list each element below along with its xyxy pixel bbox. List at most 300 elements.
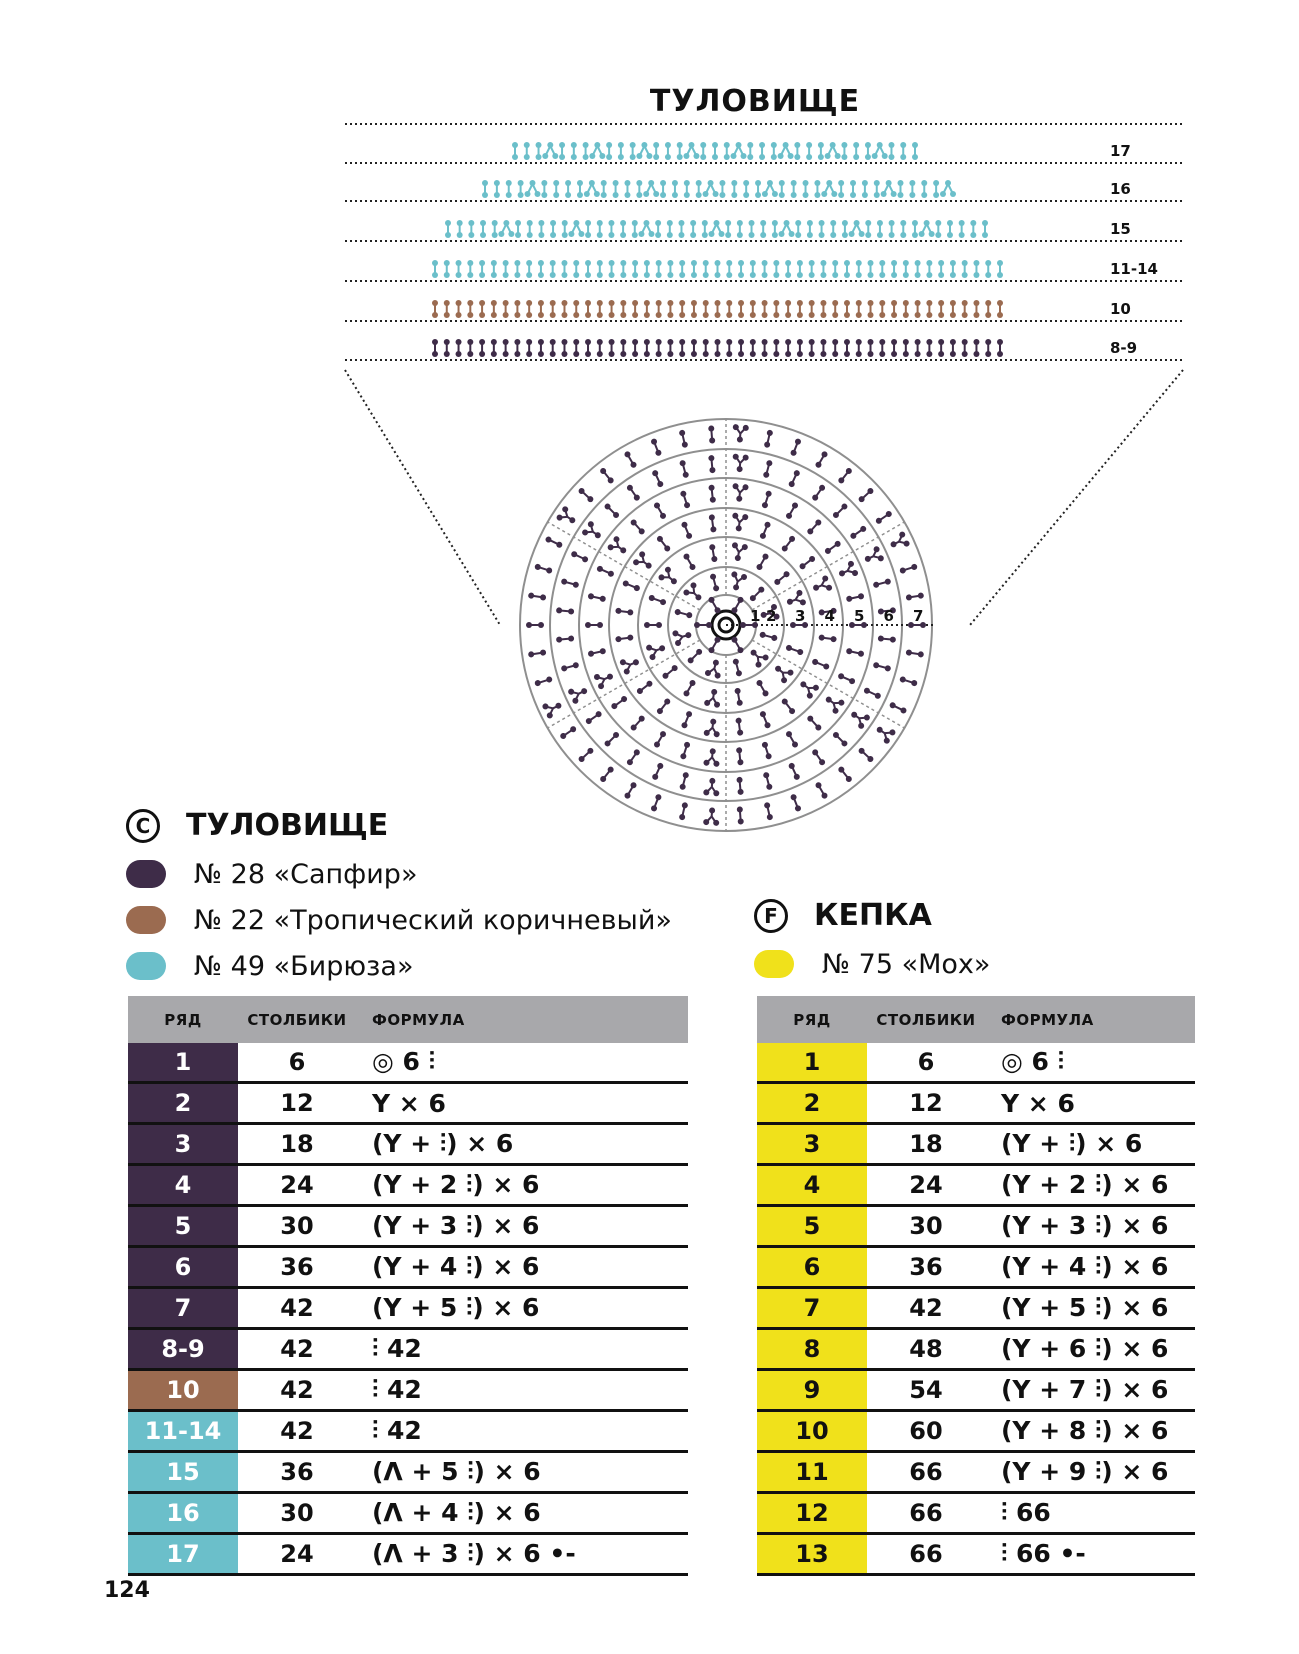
stitch-symbol: [849, 220, 865, 237]
stitch-symbol: [832, 300, 838, 318]
stitch-count-cell: 30: [238, 1493, 356, 1534]
formula-cell: (Y + 2 ⫶) × 6: [356, 1165, 688, 1206]
stripe-row-label: 17: [1110, 142, 1131, 160]
stitch-symbol: [821, 180, 837, 197]
stitch-symbol: [601, 180, 607, 198]
stitch-symbol: [567, 683, 590, 705]
stitch-symbol: [759, 142, 765, 160]
stitch-symbol: [561, 578, 580, 588]
stitch-symbol: [679, 772, 689, 791]
stitch-symbol: [491, 339, 497, 357]
stitch-symbol: [585, 622, 603, 628]
stitch-symbol: [524, 180, 540, 197]
ring-number: 1: [750, 607, 761, 625]
cap-pattern-table: [757, 996, 1195, 1576]
stitch-symbol: [681, 521, 693, 540]
stitch-symbol: [749, 220, 755, 238]
formula-cell: (Y + 7 ⫶) × 6: [985, 1370, 1195, 1411]
stitch-symbol: [656, 339, 662, 357]
stitch-symbol: [606, 535, 630, 559]
table-row: [757, 1329, 1195, 1370]
section-divider: [548, 522, 700, 610]
stitch-symbol: [814, 180, 820, 198]
stitch-symbol: [603, 731, 620, 748]
stitch-symbol: [691, 300, 697, 318]
stitch-symbol: [771, 661, 795, 685]
stitch-symbol: [724, 142, 730, 160]
stitch-count-cell: 66: [867, 1534, 985, 1575]
stitch-symbol: [898, 180, 904, 198]
stitch-symbol: [814, 450, 828, 469]
row-number-cell: 2: [128, 1083, 238, 1124]
table-row: [128, 1329, 688, 1370]
stitch-symbol: [715, 260, 721, 278]
stitch-symbol: [982, 220, 988, 238]
stitch-symbol: [909, 180, 915, 198]
stitch-symbol: [645, 640, 667, 661]
formula-cell: (Λ + 4 ⫶) × 6: [356, 1493, 688, 1534]
stitch-symbol: [811, 484, 826, 502]
stitch-symbol: [856, 300, 862, 318]
stitch-count-cell: 42: [238, 1329, 356, 1370]
stitch-symbol: [873, 578, 892, 588]
stitch-symbol: [921, 180, 927, 198]
yarn-color-swatch: [754, 950, 794, 978]
stitch-count-cell: 66: [867, 1452, 985, 1493]
stitch-symbol: [491, 300, 497, 318]
stitch-symbol: [667, 260, 673, 278]
stitch-symbol: [636, 680, 654, 696]
stitch-symbol: [806, 142, 812, 160]
stitch-symbol: [785, 730, 799, 749]
stitch-symbol: [849, 525, 867, 540]
stitch-symbol: [819, 220, 825, 238]
ring-number: 6: [883, 607, 894, 625]
formula-cell: (Y + ⫶) × 6: [356, 1124, 688, 1165]
stitch-symbol: [542, 142, 558, 159]
stitch-symbol: [678, 220, 684, 238]
stitch-symbol: [962, 300, 968, 318]
stitch-symbol: [674, 608, 693, 618]
stitch-symbol: [773, 339, 779, 357]
row-number-cell: 6: [128, 1247, 238, 1288]
section-letter-icon: F: [754, 899, 788, 933]
col-header-stitches: СТОЛБИКИ: [238, 996, 356, 1043]
stitch-count-cell: 30: [867, 1206, 985, 1247]
stitch-symbol: [715, 339, 721, 357]
stitch-symbol: [903, 339, 909, 357]
stitch-symbol: [773, 570, 791, 586]
stitch-count-cell: 60: [867, 1411, 985, 1452]
stitch-symbol: [798, 555, 816, 571]
stitch-symbol: [708, 484, 716, 503]
stitch-symbol: [644, 260, 650, 278]
stitch-symbol: [731, 483, 749, 503]
stitch-symbol: [738, 339, 744, 357]
stitch-symbol: [559, 725, 577, 740]
stitch-symbol: [809, 260, 815, 278]
section-divider: [548, 640, 700, 728]
stitch-symbol: [456, 339, 462, 357]
stitch-symbol: [653, 501, 667, 520]
stitch-symbol: [746, 645, 770, 669]
stitch-symbol: [619, 654, 642, 676]
row-number-cell: 6: [757, 1247, 867, 1288]
stitch-symbol: [623, 450, 637, 469]
stitch-symbol: [759, 521, 771, 540]
stitch-symbol: [707, 636, 721, 655]
stitch-symbol: [755, 552, 769, 571]
stitch-symbol: [794, 142, 800, 160]
stitch-symbol: [703, 300, 709, 318]
row-number-cell: 4: [128, 1165, 238, 1206]
stitch-symbol: [761, 490, 772, 509]
stitch-symbol: [682, 581, 706, 605]
stitch-symbol: [750, 339, 756, 357]
stitch-symbol: [755, 679, 769, 698]
stitch-symbol: [681, 710, 693, 729]
ring-number: 5: [854, 607, 865, 625]
stitch-symbol: [656, 697, 672, 715]
stitch-count-cell: 18: [867, 1124, 985, 1165]
stitch-symbol: [524, 142, 530, 160]
stitch-symbol: [515, 220, 521, 238]
stitch-symbol: [562, 220, 568, 238]
formula-cell: (Y + 3 ⫶) × 6: [985, 1206, 1195, 1247]
stripe-row-label: 8-9: [1110, 339, 1138, 357]
stitch-symbol: [432, 339, 438, 357]
row-number-cell: 5: [757, 1206, 867, 1247]
stitch-symbol: [715, 300, 721, 318]
stitch-symbol: [703, 747, 721, 767]
stitch-symbol: [950, 339, 956, 357]
stitch-symbol: [514, 339, 520, 357]
stitch-symbol: [577, 487, 594, 504]
stitch-symbol: [847, 706, 871, 729]
formula-cell: ◎ 6 ⫶: [356, 1043, 688, 1083]
yarn-item: [126, 943, 672, 989]
stitch-symbol: [626, 748, 641, 766]
diagram-title: ТУЛОВИЩЕ: [649, 84, 861, 119]
stitch-symbol: [824, 540, 842, 555]
stitch-symbol: [534, 676, 553, 687]
stitch-symbol: [682, 679, 696, 698]
stitch-symbol: [764, 802, 774, 821]
stitch-symbol: [661, 664, 679, 680]
stripe-row-label: 11-14: [1110, 260, 1158, 278]
stitch-symbol: [788, 469, 801, 488]
stitch-symbol: [593, 668, 616, 690]
col-header-formula: ФОРМУЛА: [356, 996, 688, 1043]
stitch-symbol: [973, 300, 979, 318]
table-row: [757, 1493, 1195, 1534]
stitch-symbol: [762, 300, 768, 318]
table-row: [757, 1165, 1195, 1206]
stitch-symbol: [762, 339, 768, 357]
stitch-symbol: [785, 644, 804, 656]
table-row: [128, 1165, 688, 1206]
stitch-symbol: [844, 339, 850, 357]
stitch-symbol: [536, 142, 542, 160]
stitch-symbol: [680, 490, 691, 509]
stitch-symbol: [708, 455, 716, 473]
stitch-symbol: [857, 747, 874, 764]
formula-cell: (Y + 2 ⫶) × 6: [985, 1165, 1195, 1206]
stitch-symbol: [773, 260, 779, 278]
stitch-symbol: [597, 300, 603, 318]
stitch-symbol: [985, 260, 991, 278]
stitch-symbol: [856, 260, 862, 278]
stitch-symbol: [887, 531, 910, 553]
page-number: 124: [104, 1578, 150, 1603]
stitch-symbol: [608, 220, 614, 238]
stitch-symbol: [589, 142, 605, 159]
stitch-symbol: [731, 180, 737, 198]
stitch-symbol: [903, 260, 909, 278]
stitch-symbol: [667, 339, 673, 357]
stitch-symbol: [559, 142, 565, 160]
stitch-symbol: [512, 142, 518, 160]
stitch-symbol: [577, 747, 594, 764]
stitch-count-cell: 24: [238, 1534, 356, 1575]
stitch-symbol: [806, 518, 823, 535]
stitch-symbol: [760, 220, 766, 238]
stitch-symbol: [970, 220, 976, 238]
cap-section: [754, 898, 990, 987]
stitch-symbol: [656, 300, 662, 318]
stitch-symbol: [498, 220, 514, 237]
table-row: [757, 1452, 1195, 1493]
row-number-cell: 3: [128, 1124, 238, 1165]
stitch-symbol: [837, 467, 853, 485]
stitch-symbol: [879, 339, 885, 357]
stitch-symbol: [703, 260, 709, 278]
stitch-symbol: [622, 580, 641, 592]
stitch-symbol: [926, 260, 932, 278]
stitch-symbol: [708, 425, 715, 443]
row-number-cell: 12: [757, 1493, 867, 1534]
stitch-symbol: [726, 300, 732, 318]
stitch-symbol: [597, 260, 603, 278]
stitch-symbol: [587, 648, 606, 658]
stitch-symbol: [863, 687, 882, 700]
stitch-symbol: [650, 438, 662, 457]
stitch-symbol: [743, 180, 749, 198]
stitch-symbol: [573, 300, 579, 318]
stitch-symbol: [763, 460, 773, 479]
col-header-stitches: СТОЛБИКИ: [867, 996, 985, 1043]
table-row: [757, 1043, 1195, 1083]
row-number-cell: 8-9: [128, 1329, 238, 1370]
stitch-symbol: [636, 180, 642, 198]
stitch-symbol: [527, 220, 533, 238]
stitch-symbol: [467, 260, 473, 278]
stitch-symbol: [457, 220, 463, 238]
stitch-symbol: [841, 142, 847, 160]
table-row: [128, 1124, 688, 1165]
stitch-symbol: [704, 688, 723, 709]
stitch-symbol: [879, 300, 885, 318]
row-number-cell: 7: [128, 1288, 238, 1329]
stitch-symbol: [761, 741, 772, 760]
stitch-symbol: [503, 300, 509, 318]
stitch-symbol: [781, 697, 797, 715]
stitch-count-cell: 24: [867, 1165, 985, 1206]
stitch-symbol: [926, 300, 932, 318]
stitch-symbol: [432, 260, 438, 278]
formula-cell: ⫶ 66: [985, 1493, 1195, 1534]
stitch-symbol: [838, 180, 844, 198]
yarn-color-swatch: [126, 906, 166, 934]
stitch-symbol: [873, 662, 892, 672]
stitch-symbol: [730, 636, 744, 655]
stitch-symbol: [726, 339, 732, 357]
stitch-symbol: [667, 300, 673, 318]
stitch-count-cell: 42: [867, 1288, 985, 1329]
stitch-symbol: [888, 142, 894, 160]
stitch-symbol: [541, 697, 564, 719]
row-number-cell: 5: [128, 1206, 238, 1247]
stitch-symbol: [703, 718, 721, 738]
stitch-symbol: [997, 300, 1003, 318]
stitch-symbol: [571, 142, 577, 160]
stitch-symbol: [577, 180, 583, 198]
stitch-symbol: [726, 260, 732, 278]
stitch-symbol: [803, 180, 809, 198]
stitch-symbol: [868, 300, 874, 318]
stitch-symbol: [494, 180, 500, 198]
body-section-title: ТУЛОВИЩЕ: [186, 808, 389, 843]
stitch-symbol: [615, 634, 634, 642]
formula-cell: ⫶ 66 •-: [985, 1534, 1195, 1575]
stitch-symbol: [679, 260, 685, 278]
stitch-symbol: [555, 505, 579, 528]
stitch-symbol: [479, 300, 485, 318]
stitch-symbol: [822, 691, 846, 715]
stitch-symbol: [632, 550, 656, 574]
stitch-symbol: [915, 300, 921, 318]
stitch-symbol: [881, 180, 897, 197]
formula-cell: (Y + 6 ⫶) × 6: [985, 1329, 1195, 1370]
stitch-symbol: [912, 142, 918, 160]
stitch-symbol: [468, 220, 474, 238]
stitch-symbol: [626, 484, 641, 502]
row-number-cell: 7: [757, 1288, 867, 1329]
stitch-symbol: [550, 300, 556, 318]
table-row: [128, 1370, 688, 1411]
stitch-symbol: [610, 695, 628, 710]
stitch-symbol: [712, 142, 718, 160]
cap-section-title: КЕПКА: [814, 898, 932, 933]
stitch-symbol: [938, 339, 944, 357]
stitch-symbol: [797, 300, 803, 318]
stitch-symbol: [832, 502, 849, 519]
stitch-count-cell: 42: [238, 1288, 356, 1329]
stitch-symbol: [618, 142, 624, 160]
stitch-symbol: [528, 649, 547, 658]
stitch-count-cell: 66: [867, 1493, 985, 1534]
stitch-symbol: [811, 658, 830, 670]
stitch-symbol: [672, 627, 694, 647]
stitch-symbol: [903, 300, 909, 318]
stitch-symbol: [709, 220, 725, 237]
stitch-symbol: [875, 510, 893, 525]
stitch-symbol: [959, 220, 965, 238]
stitch-symbol: [878, 635, 896, 643]
stitch-symbol: [962, 339, 968, 357]
stitch-symbol: [651, 469, 664, 488]
stitch-symbol: [781, 535, 797, 553]
stitch-symbol: [820, 339, 826, 357]
stitch-symbol: [573, 339, 579, 357]
stitch-symbol: [585, 300, 591, 318]
stitch-symbol: [679, 460, 689, 479]
stitch-symbol: [759, 631, 778, 641]
stitch-symbol: [492, 220, 498, 238]
stitch-symbol: [703, 180, 719, 197]
stitch-count-cell: 24: [238, 1165, 356, 1206]
stitch-symbol: [797, 339, 803, 357]
stitch-symbol: [809, 300, 815, 318]
stitch-symbol: [899, 676, 918, 687]
stitch-symbol: [807, 220, 813, 238]
stitch-symbol: [703, 777, 721, 796]
stripe-row-label: 15: [1110, 220, 1131, 238]
stitch-symbol: [874, 180, 880, 198]
yarn-color-swatch: [126, 952, 166, 980]
stitch-symbol: [709, 544, 718, 563]
stitch-symbol: [950, 260, 956, 278]
stitch-symbol: [926, 339, 932, 357]
stitch-symbol: [973, 339, 979, 357]
stitch-symbol: [550, 260, 556, 278]
stitch-symbol: [653, 142, 659, 160]
stitch-symbol: [790, 793, 802, 812]
stitch-symbol: [444, 339, 450, 357]
stitch-symbol: [950, 300, 956, 318]
stitch-symbol: [985, 300, 991, 318]
stitch-symbol: [790, 438, 802, 457]
stitch-symbol: [679, 429, 689, 448]
stitch-symbol: [506, 180, 512, 198]
stitch-symbol: [624, 180, 630, 198]
stitch-count-cell: 36: [238, 1247, 356, 1288]
table-row: [128, 1493, 688, 1534]
stitch-symbol: [538, 300, 544, 318]
stitch-symbol: [632, 339, 638, 357]
stitch-symbol: [785, 300, 791, 318]
stitch-symbol: [759, 710, 771, 729]
row-number-cell: 1: [757, 1043, 867, 1083]
stitch-symbol: [762, 180, 778, 197]
table-row: [757, 1411, 1195, 1452]
stitch-symbol: [432, 300, 438, 318]
stitch-symbol: [738, 260, 744, 278]
stitch-symbol: [791, 180, 797, 198]
table-row: [757, 1288, 1195, 1329]
stitch-symbol: [973, 260, 979, 278]
formula-cell: Y × 6: [356, 1083, 688, 1124]
stitch-symbol: [456, 260, 462, 278]
stitch-symbol: [879, 260, 885, 278]
stitch-symbol: [479, 339, 485, 357]
stitch-symbol: [818, 142, 824, 160]
row-number-cell: 11: [757, 1452, 867, 1493]
yarn-label: № 49 «Бирюза»: [194, 950, 414, 982]
col-header-row: РЯД: [128, 996, 238, 1043]
stitch-symbol: [482, 180, 488, 198]
stitch-symbol: [682, 552, 696, 571]
